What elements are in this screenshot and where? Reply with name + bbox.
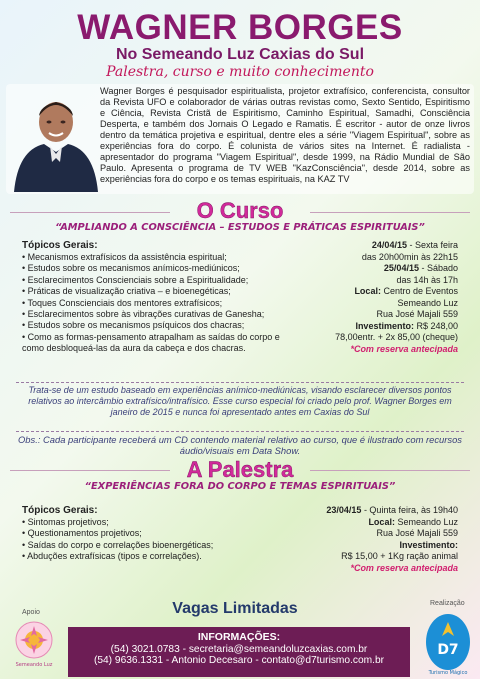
speaker-photo: [14, 86, 98, 192]
curso-topics-list: [22, 252, 292, 355]
d7-logo: [420, 610, 476, 676]
footer-contact-1: (54) 3021.0783 - secretaria@semeandoluzcaxias.com.br: [110, 643, 368, 655]
curso-investment: Investimento: R$ 248,00: [355, 320, 458, 331]
footer-contact-2: (54) 9636.1331 - Antonio Decesaro - contato@d7turismo.com.br: [93, 655, 385, 667]
palestra-info: [276, 505, 458, 574]
curso-address: Rua José Majali 559: [376, 309, 458, 319]
list-item: • Sintomas projetivos;: [22, 517, 282, 528]
vagas-limitadas: Vagas Limitadas: [172, 600, 298, 617]
list-item: • Saídas do corpo e correlações bioenergéticas;: [22, 540, 282, 551]
list-item: • Estudos sobre os mecanismos anímicos-mediúnicos;: [22, 263, 292, 274]
obs-note: Obs.: Cada participante receberá um CD contendo material relativo ao curso, que é ilustrado com recursos áudio/visuais em Data Show.: [18, 434, 462, 456]
palestra-title: A Palestra: [186, 457, 294, 482]
course-note: Trata-se de um estudo baseado em experiências anímico-mediúnicas, visando esclarecer diversos pontos relativos ao intercâmbio extrafísico/intrafísico. Esse curso especial foi criado pelo prof. Wagner Borges em janeiro de 2015 e nunca foi apresentado antes em Caxias do Sul: [16, 382, 464, 432]
bio-text: Wagner Borges é pesquisador espiritualista, projetor extrafísico, conferencista, consultor da Revista UFO e colaborador de várias outras revistas como, Sexto Sentido, Espiritismo e Ciência, Revista Cristã de Espiritismo, Caminho Espiritual, Samadhi, Consciência Desperta, e também dos Jornais O Legado e Ramatis. É escritor - autor de onze livros dentro da temática projetiva e espiritual, dentre eles a série "Viagem Espiritual", sobre as experiências fora do corpo. É colunista de vários sites na Internet. É radialista - apresentador do programa "Viagem Espiritual", desde 1999, na Rádio Mundial de São Paulo. Apresenta o programa de TV WEB "KazConsciência", desde 2014, sobre as experiências fora do corpo e os temas espirituais, na KAZ TV: [100, 86, 470, 184]
curso-time-2: das 14h às 17h: [396, 274, 458, 285]
curso-local: Local: Centro de Eventos: [354, 286, 458, 296]
curso-investment-2: 78,00entr. + 2x 85,00 (cheque): [335, 332, 458, 342]
palestra-investment-value: R$ 15,00 + 1Kg ração animal: [341, 551, 458, 561]
d7-logo-mark: D7: [437, 642, 459, 658]
page-subtitle: No Semeando Luz Caxias do Sul: [115, 46, 365, 63]
palestra-local: Local: Semeando Luz: [368, 516, 458, 527]
palestra-address: Rua José Majali 559: [376, 528, 458, 538]
info-footer: [68, 627, 410, 677]
palestra-topics-heading: Tópicos Gerais:: [22, 505, 98, 516]
palestra-investment-label: Investimento:: [399, 539, 458, 550]
page-title: WAGNER BORGES: [77, 8, 403, 47]
curso-date-1: 24/04/15 - Sexta feira: [371, 240, 458, 250]
list-item: • Esclarecimentos sobre às vibrações curativas de Ganesha;: [22, 309, 292, 320]
list-item: • Abduções extrafísicas (tipos e correlações).: [22, 551, 282, 562]
palestra-advance-note: *Com reserva antecipada: [350, 562, 458, 573]
apoio-label: Apoio: [22, 609, 40, 616]
curso-date-2: 25/04/15 - Sábado: [383, 263, 458, 273]
curso-info: [296, 240, 458, 355]
divider-left-2: [10, 470, 170, 471]
list-item: • Esclarecimentos Conscienciais sobre a Espiritualidade;: [22, 275, 292, 286]
list-item: • Mecanismos extrafísicos da assistência espiritual;: [22, 252, 292, 263]
list-item: • Como as formas-pensamento atrapalham as saídas do corpo e como desbloqueá-las da aura da cabeça e dos chacras.: [22, 332, 292, 355]
list-item: • Toques Conscienciais dos mentores extrafísicos;: [22, 298, 292, 309]
realizacao-label: Realização: [430, 600, 465, 607]
tagline: Palestra, curso e muito conhecimento: [106, 64, 374, 80]
semeando-luz-logo: [10, 620, 58, 672]
divider-right-2: [310, 470, 470, 471]
palestra-theme: “EXPERIÊNCIAS FORA DO CORPO E TEMAS ESPIRITUAIS”: [84, 481, 396, 492]
curso-title: O Curso: [196, 198, 284, 223]
curso-theme: “AMPLIANDO A CONSCIÊNCIA – ESTUDOS E PRÁTICAS ESPIRITUAIS”: [55, 222, 425, 233]
list-item: • Práticas de visualização criativa – e bioenegéticas;: [22, 286, 292, 297]
list-item: • Questionamentos projetivos;: [22, 528, 282, 539]
divider-left: [10, 212, 170, 213]
semeando-luz-logo-text: Semeando Luz: [15, 662, 53, 668]
curso-time-1: das 20h00min às 22h15: [361, 251, 458, 262]
palestra-date: 23/04/15 - Quinta feira, às 19h40: [326, 505, 458, 515]
curso-topics-heading: Tópicos Gerais:: [22, 240, 98, 251]
palestra-topics-list: [22, 517, 282, 563]
list-item: • Estudos sobre os mecanismos psíquicos dos chacras;: [22, 320, 292, 331]
curso-advance-note: *Com reserva antecipada: [350, 343, 458, 354]
footer-heading: INFORMAÇÕES:: [197, 631, 281, 643]
d7-logo-caption: Turismo Mágico: [428, 670, 468, 676]
curso-local-2: Semeando Luz: [397, 297, 458, 308]
divider-right: [310, 212, 470, 213]
